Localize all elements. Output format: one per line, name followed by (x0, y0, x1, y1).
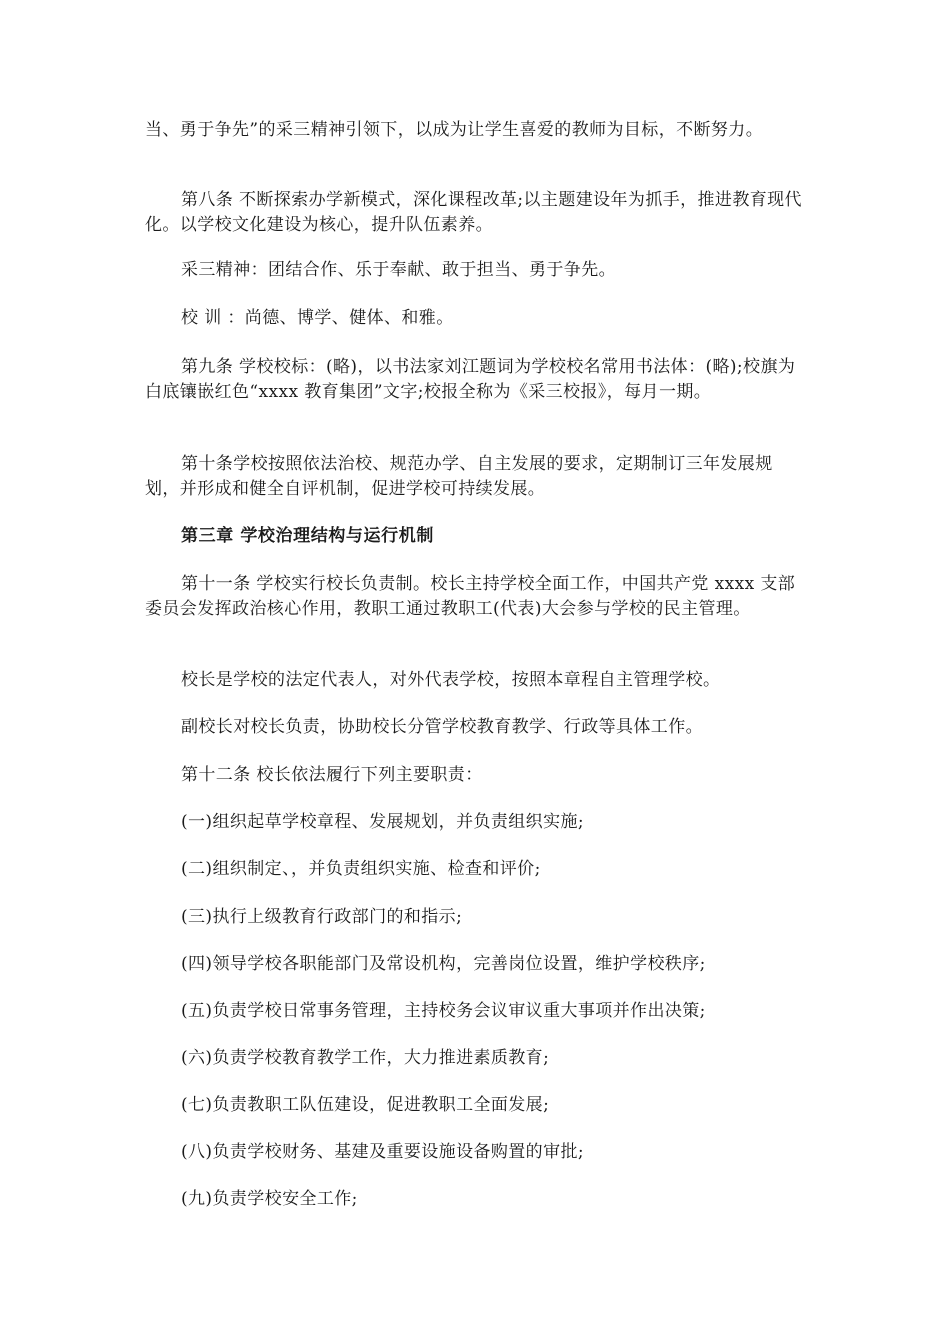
paragraph-vice-principal: 副校长对校长负责，协助校长分管学校教育教学、行政等具体工作。 (181, 717, 703, 737)
paragraph-principal-rep: 校长是学校的法定代表人，对外代表学校，按照本章程自主管理学校。 (181, 670, 721, 690)
paragraph-spirit: 采三精神：团结合作、乐于奉献、敢于担当、勇于争先。 (181, 260, 616, 280)
duty-item: (一)组织起草学校章程、发展规划，并负责组织实施; (181, 812, 584, 832)
duty-item: (三)执行上级教育行政部门的和指示; (181, 907, 463, 927)
paragraph-article-11: 第十一条 学校实行校长负责制。校长主持学校全面工作，中国共产党 xxxx 支部委员会发挥政治核心作用，教职工通过教职工(代表)大会参与学校的民主管理。 (145, 574, 796, 619)
duty-item: (七)负责教职工队伍建设，促进教职工全面发展; (181, 1095, 550, 1115)
chapter-heading: 第三章 学校治理结构与运行机制 (181, 526, 434, 546)
duty-item: (四)领导学校各职能部门及常设机构，完善岗位设置，维护学校秩序; (181, 954, 706, 974)
paragraph-article-10: 第十条学校按照依法治校、规范办学、自主发展的要求，定期制订三年发展规划，并形成和健全自评机制，促进学校可持续发展。 (145, 454, 773, 499)
paragraph-motto: 校 训 ：尚德、博学、健体、和雅。 (181, 308, 454, 328)
paragraph-continuation: 当、勇于争先”的采三精神引领下，以成为让学生喜爱的教师为目标，不断努力。 (145, 120, 764, 140)
duty-item: (八)负责学校财务、基建及重要设施设备购置的审批; (181, 1142, 584, 1162)
duty-item: (九)负责学校安全工作; (181, 1189, 358, 1209)
paragraph-article-9: 第九条 学校校标：(略)，以书法家刘江题词为学校校名常用书法体：(略);校旗为白底镶嵌红色“xxxx 教育集团”文字;校报全称为《采三校报》，每月一期。 (145, 357, 796, 402)
duty-item: (六)负责学校教育教学工作，大力推进素质教育; (181, 1048, 550, 1068)
duty-item: (二)组织制定、，并负责组织实施、检查和评价; (181, 859, 541, 879)
duty-item: (五)负责学校日常事务管理，主持校务会议审议重大事项并作出决策; (181, 1001, 706, 1021)
paragraph-article-12: 第十二条 校长依法履行下列主要职责： (181, 765, 483, 785)
paragraph-article-8: 第八条 不断探索办学新模式，深化课程改革;以主题建设年为抓手，推进教育现代化。以学校文化建设为核心，提升队伍素养。 (145, 190, 802, 235)
